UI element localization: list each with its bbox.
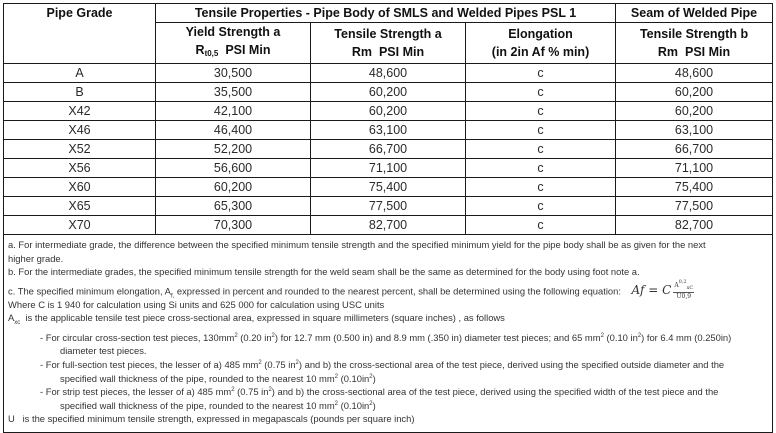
header-seam-line1: Tensile Strength b bbox=[639, 27, 749, 41]
cell-elongation: c bbox=[466, 140, 616, 159]
sup-2: 2 bbox=[334, 400, 338, 407]
cell-tensile: 66,700 bbox=[311, 140, 466, 159]
cell-yield: 52,200 bbox=[156, 140, 311, 159]
cell-grade: X52 bbox=[4, 140, 156, 159]
cell-seam: 60,200 bbox=[616, 83, 773, 102]
cell-grade: X70 bbox=[4, 216, 156, 235]
cell-elongation: c bbox=[466, 102, 616, 121]
table-body bbox=[4, 64, 773, 235]
cell-elongation: c bbox=[466, 178, 616, 197]
header-group-seam: Seam of Welded Pipe bbox=[616, 4, 773, 23]
table-row bbox=[4, 197, 773, 216]
header-elong-line1: Elongation bbox=[508, 27, 573, 41]
sup-2: 2 bbox=[231, 387, 235, 394]
header-yield-strength bbox=[156, 23, 311, 64]
table-row bbox=[4, 121, 773, 140]
elongation-equation bbox=[631, 278, 695, 300]
equation-fraction bbox=[673, 278, 694, 300]
header-elong-line2: (in 2in Af % min) bbox=[491, 45, 590, 59]
cell-grade: X60 bbox=[4, 178, 156, 197]
circ-5: ) for 6.4 mm (0.250in) bbox=[641, 331, 732, 343]
note-axc bbox=[8, 311, 768, 330]
note-u bbox=[8, 412, 768, 426]
full-line2-a: specified wall thickness of the pipe, rounded to the nearest 10 mm bbox=[60, 372, 335, 384]
full-line2-c: ) bbox=[372, 372, 376, 384]
table-row bbox=[4, 178, 773, 197]
cell-elongation: c bbox=[466, 159, 616, 178]
footnotes bbox=[4, 235, 773, 433]
note-where-c: Where C is 1 940 for calculation using Si units and 625 000 for calculation using USC units bbox=[8, 298, 385, 310]
strip-line2-c: ) bbox=[372, 399, 376, 411]
equation-num-sup: 0,2 bbox=[678, 278, 687, 285]
cell-tensile: 71,100 bbox=[311, 159, 466, 178]
cell-yield: 35,500 bbox=[156, 83, 311, 102]
cell-grade: X46 bbox=[4, 121, 156, 140]
sup-2: 2 bbox=[369, 400, 373, 407]
cell-yield: 56,600 bbox=[156, 159, 311, 178]
cell-elongation: c bbox=[466, 64, 616, 83]
header-yield-sub: t0,5 bbox=[204, 49, 219, 58]
header-elongation bbox=[466, 23, 616, 64]
full-3: ) and b) the cross-sectional area of the test piece, derived using the specified outside diameter and the bbox=[298, 359, 725, 371]
circ-2: (0.20 in bbox=[237, 331, 272, 343]
cell-seam: 63,100 bbox=[616, 121, 773, 140]
circ-4: (0.10 in bbox=[603, 331, 638, 343]
note-c-pre: c. The specified minimum elongation, A bbox=[8, 285, 171, 297]
u-symbol: U bbox=[8, 413, 15, 425]
note-circular bbox=[8, 331, 768, 345]
note-circular-line2: diameter test pieces. bbox=[60, 345, 147, 357]
header-yield-r: R bbox=[195, 43, 205, 57]
cell-tensile: 63,100 bbox=[311, 121, 466, 140]
sup-2: 2 bbox=[637, 332, 642, 339]
cell-grade: X65 bbox=[4, 197, 156, 216]
full-line2-b: (0.10in bbox=[337, 372, 370, 384]
strip-1: - For strip test pieces, the lesser of a) 485 mm bbox=[40, 386, 232, 398]
equation-numerator bbox=[673, 278, 694, 293]
axc-text: is the applicable tensile test piece cross-sectional area, expressed in square millimeters (square inches) , as follows bbox=[20, 312, 505, 324]
cell-yield: 70,300 bbox=[156, 216, 311, 235]
note-full-section bbox=[8, 358, 768, 372]
circ-1: - For circular cross-section test pieces, 130mm bbox=[40, 331, 235, 343]
strip-2: (0.75 in bbox=[234, 386, 269, 398]
header-tensile-strength bbox=[311, 23, 466, 64]
full-1: - For full-section test pieces, the lesser of a) 485 mm bbox=[40, 359, 259, 371]
note-strip-line2 bbox=[8, 399, 768, 413]
sup-2: 2 bbox=[268, 387, 272, 394]
cell-tensile: 77,500 bbox=[311, 197, 466, 216]
header-seam-line2: Rm PSI Min bbox=[657, 45, 731, 59]
cell-elongation: c bbox=[466, 197, 616, 216]
table-row bbox=[4, 83, 773, 102]
sup-2: 2 bbox=[271, 332, 275, 339]
header-pipe-grade: Pipe Grade bbox=[4, 4, 156, 64]
cell-yield: 60,200 bbox=[156, 178, 311, 197]
u-text: is the specified minimum tensile strength, expressed in megapascals (pounds per square inch) bbox=[14, 413, 415, 425]
table-row bbox=[4, 216, 773, 235]
header-yield-line1: Yield Strength a bbox=[185, 25, 281, 39]
note-a-line2: higher grade. bbox=[8, 252, 64, 264]
header-group-pipe-body: Tensile Properties - Pipe Body of SMLS and Welded Pipes PSL 1 bbox=[156, 4, 616, 23]
sup-2: 2 bbox=[295, 360, 299, 367]
axc-symbol: A bbox=[8, 312, 15, 324]
cell-elongation: c bbox=[466, 216, 616, 235]
full-2: (0.75 in bbox=[261, 359, 296, 371]
note-c-post: expressed in percent and rounded to the nearest percent, shall be determined using the following equation: bbox=[174, 285, 621, 297]
cell-seam: 60,200 bbox=[616, 102, 773, 121]
header-seam-tensile bbox=[616, 23, 773, 64]
strip-line2-a: specified wall thickness of the pipe, rounded to the nearest 10 mm bbox=[60, 399, 335, 411]
notes-row bbox=[4, 235, 773, 433]
cell-grade: X42 bbox=[4, 102, 156, 121]
note-a-line1: a. For intermediate grade, the difference between the specified minimum tensile strength and the specified minimum yield for the pipe body shall be as given for the next bbox=[8, 239, 706, 250]
cell-tensile: 82,700 bbox=[311, 216, 466, 235]
equation-num-sub: xC bbox=[686, 284, 694, 291]
cell-tensile: 75,400 bbox=[311, 178, 466, 197]
cell-seam: 66,700 bbox=[616, 140, 773, 159]
sup-2: 2 bbox=[600, 332, 604, 339]
cell-tensile: 48,600 bbox=[311, 64, 466, 83]
sup-2: 2 bbox=[234, 332, 238, 339]
cell-seam: 71,100 bbox=[616, 159, 773, 178]
cell-yield: 65,300 bbox=[156, 197, 311, 216]
note-full-section-line2 bbox=[8, 372, 768, 386]
strip-3: ) and b) the cross-sectional area of the test piece, derived using the specified width of the test piece and the bbox=[271, 386, 719, 398]
cell-elongation: c bbox=[466, 121, 616, 140]
cell-tensile: 60,200 bbox=[311, 83, 466, 102]
table-row bbox=[4, 102, 773, 121]
table-row bbox=[4, 64, 773, 83]
cell-grade: A bbox=[4, 64, 156, 83]
note-strip bbox=[8, 385, 768, 399]
table-row bbox=[4, 159, 773, 178]
cell-yield: 46,400 bbox=[156, 121, 311, 140]
table-row bbox=[4, 140, 773, 159]
cell-yield: 30,500 bbox=[156, 64, 311, 83]
header-tensile-line2: Rm PSI Min bbox=[351, 45, 425, 59]
header-tensile-line1: Tensile Strength a bbox=[334, 27, 442, 41]
cell-seam: 48,600 bbox=[616, 64, 773, 83]
equation-denominator: U0,9 bbox=[676, 292, 692, 300]
strip-line2-b: (0.10in bbox=[337, 399, 370, 411]
tensile-properties-table bbox=[3, 3, 773, 433]
note-c-sub: f, bbox=[170, 293, 175, 300]
sup-2: 2 bbox=[369, 373, 373, 380]
note-b: b. For the intermediate grades, the specified minimum tensile strength for the weld seam shall be the same as determined for the body using foot note a. bbox=[8, 266, 640, 278]
equation-lhs: Af = C bbox=[631, 283, 672, 298]
header-yield-line2 bbox=[156, 41, 310, 63]
circ-3: ) for 12.7 mm (0.500 in) and 8.9 mm (.350 in) diameter test pieces; and 65 mm bbox=[274, 331, 601, 343]
cell-seam: 77,500 bbox=[616, 197, 773, 216]
cell-grade: X56 bbox=[4, 159, 156, 178]
header-yield-unit: PSI Min bbox=[225, 43, 271, 57]
cell-grade: B bbox=[4, 83, 156, 102]
sup-2: 2 bbox=[258, 360, 262, 367]
cell-seam: 82,700 bbox=[616, 216, 773, 235]
equation-num-a: A bbox=[674, 281, 679, 289]
axc-sub: xc bbox=[14, 320, 21, 327]
cell-elongation: c bbox=[466, 83, 616, 102]
sup-2: 2 bbox=[334, 373, 338, 380]
note-c bbox=[8, 278, 768, 300]
cell-yield: 42,100 bbox=[156, 102, 311, 121]
header-row-1 bbox=[4, 4, 773, 23]
cell-tensile: 60,200 bbox=[311, 102, 466, 121]
cell-seam: 75,400 bbox=[616, 178, 773, 197]
